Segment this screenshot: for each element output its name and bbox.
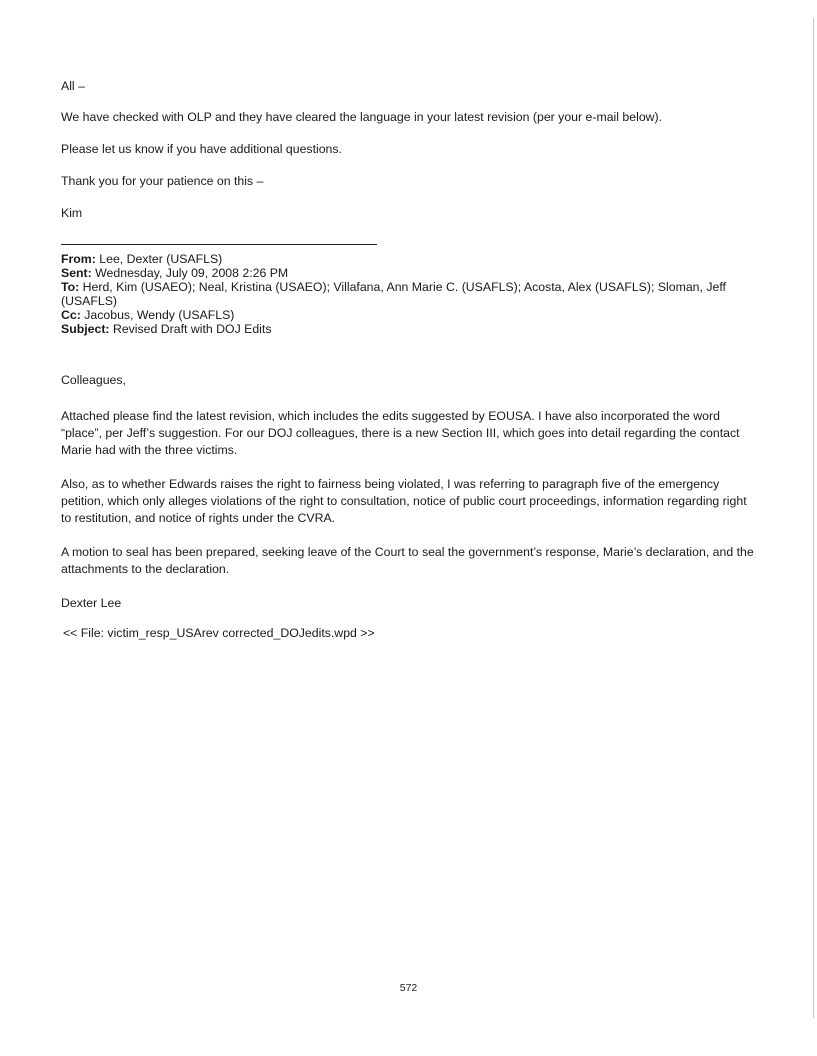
reply-body-line: We have checked with OLP and they have cleared the language in your latest revision (per your e-mail below). bbox=[61, 110, 663, 124]
to-value: Herd, Kim (USAEO); Neal, Kristina (USAEO); Villafana, Ann Marie C. (USAFLS); Acosta, Alex (USAFLS); Sloman, Jeff (USAFLS) bbox=[61, 280, 726, 308]
reply-signature: Kim bbox=[61, 206, 83, 220]
page-edge-line bbox=[813, 18, 814, 1018]
subject-label: Subject: bbox=[61, 322, 110, 336]
email-document bbox=[61, 78, 761, 642]
forwarded-header bbox=[61, 252, 751, 336]
header-sent bbox=[61, 266, 751, 280]
header-subject bbox=[61, 322, 751, 336]
from-label: From: bbox=[61, 252, 96, 266]
header-to bbox=[61, 280, 751, 308]
original-paragraph: Also, as to whether Edwards raises the right to fairness being violated, I was referring to paragraph five of the emergency petition, which only alleges violations of the right to consultation, notice of public court proceedings, information regarding right to restitution, and notice of rights under the CVRA. bbox=[61, 477, 747, 525]
reply-body-line: Please let us know if you have additional questions. bbox=[61, 142, 342, 156]
header-cc bbox=[61, 308, 751, 322]
from-value: Lee, Dexter (USAFLS) bbox=[99, 252, 223, 266]
attachment-reference: << File: victim_resp_USArev corrected_DOJedits.wpd >> bbox=[63, 626, 375, 640]
cc-label: Cc: bbox=[61, 308, 81, 322]
sent-value: Wednesday, July 09, 2008 2:26 PM bbox=[95, 266, 289, 280]
reply-message bbox=[61, 78, 761, 221]
reply-greeting: All – bbox=[61, 79, 85, 93]
header-from bbox=[61, 252, 751, 266]
to-label: To: bbox=[61, 280, 80, 294]
header-divider bbox=[61, 244, 377, 245]
original-paragraph: A motion to seal has been prepared, seeking leave of the Court to seal the government’s response, Marie’s declaration, and the attachments to the declaration. bbox=[61, 545, 754, 576]
original-signer: Dexter Lee bbox=[61, 596, 122, 610]
original-paragraph: Attached please find the latest revision, which includes the edits suggested by EOUSA. I have also incorporated the word “place”, per Jeff’s suggestion. For our DOJ colleagues, there is a new Section III, which goes into detail regarding the contact Marie had with the three victims. bbox=[61, 409, 740, 457]
original-message bbox=[61, 372, 756, 642]
original-salutation: Colleagues, bbox=[61, 373, 126, 387]
page-number: 572 bbox=[399, 982, 418, 994]
cc-value: Jacobus, Wendy (USAFLS) bbox=[84, 308, 235, 322]
reply-body-line: Thank you for your patience on this – bbox=[61, 174, 264, 188]
subject-value: Revised Draft with DOJ Edits bbox=[112, 322, 272, 336]
sent-label: Sent: bbox=[61, 266, 92, 280]
